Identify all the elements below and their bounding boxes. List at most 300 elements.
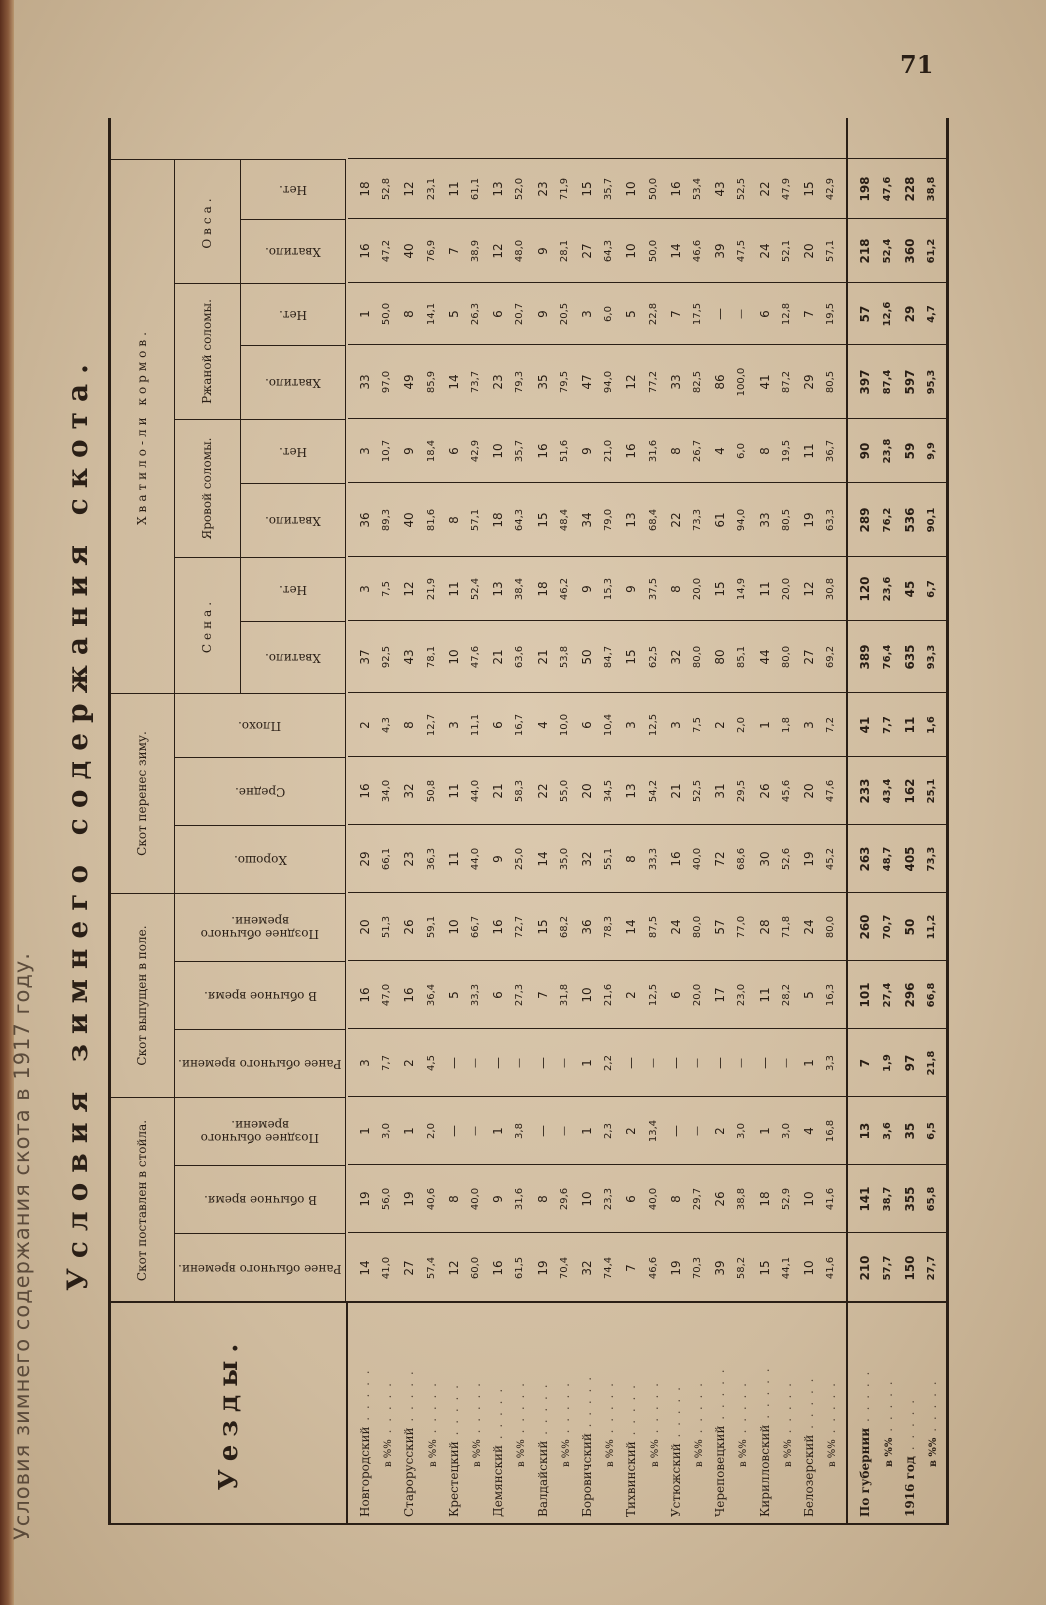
table-cell: 397 bbox=[858, 369, 873, 395]
table-cell: — bbox=[692, 1126, 703, 1136]
district-name: Новгородский bbox=[358, 1426, 372, 1517]
table-cell: 92,5 bbox=[381, 645, 393, 669]
table-cell: 10 bbox=[802, 1191, 816, 1207]
table-cell: 9 bbox=[580, 585, 594, 593]
table-cell: 85,1 bbox=[736, 645, 748, 669]
table-cell: — bbox=[713, 308, 728, 320]
table-cell: 71,9 bbox=[558, 177, 570, 201]
district-row-label bbox=[899, 1307, 921, 1517]
header-stall-group-label: Скот поставлен в стойла. bbox=[135, 1119, 149, 1282]
header-col-12 bbox=[241, 483, 346, 557]
table-cell: 14 bbox=[358, 1260, 372, 1276]
table-cell: 355 bbox=[902, 1186, 917, 1212]
header-oats bbox=[175, 159, 241, 283]
table-cell: 289 bbox=[858, 507, 873, 533]
table-cell: 18 bbox=[757, 1191, 772, 1207]
leader-dots: . . . . . bbox=[358, 1368, 372, 1427]
table-cell: 3,8 bbox=[514, 1123, 526, 1139]
table-cell: 35,0 bbox=[558, 847, 570, 871]
table-cell: 20,0 bbox=[692, 983, 703, 1007]
table-cell: 597 bbox=[902, 369, 917, 395]
table-cell: 80,5 bbox=[825, 370, 837, 394]
table-cell: 10 bbox=[580, 987, 594, 1003]
table-cell: 87,5 bbox=[647, 915, 659, 939]
table-cell: 6 bbox=[757, 310, 772, 318]
header-rye-straw bbox=[175, 283, 241, 419]
table-cell: 34 bbox=[580, 512, 594, 528]
header-col-9-label: Плохо. bbox=[238, 719, 282, 733]
table-cell: 23,1 bbox=[425, 177, 437, 201]
table-cell: 13 bbox=[624, 783, 639, 799]
data-column-15 bbox=[348, 282, 946, 345]
table-cell: 4 bbox=[713, 447, 728, 455]
table-cell: 19 bbox=[802, 512, 816, 528]
table-cell: 7,7 bbox=[381, 1055, 393, 1071]
table-cell: 49 bbox=[402, 374, 417, 390]
district-name: 1916 год bbox=[902, 1456, 917, 1517]
table-cell: 4,3 bbox=[381, 717, 393, 733]
district-row-pct-label bbox=[820, 1307, 842, 1517]
table-cell: 7 bbox=[535, 991, 550, 999]
table-cell: 9,9 bbox=[926, 442, 937, 460]
table-cell: 90,1 bbox=[926, 507, 937, 533]
table-cell: 97 bbox=[902, 1054, 917, 1072]
district-row-pct-label bbox=[731, 1307, 753, 1517]
table-cell: 61 bbox=[713, 512, 728, 528]
table-cell: 47,2 bbox=[381, 239, 393, 263]
table-cell: 50,0 bbox=[647, 239, 659, 263]
table-cell: 3,6 bbox=[881, 1122, 893, 1140]
table-cell: 23 bbox=[402, 851, 417, 867]
table-cell: 38,7 bbox=[881, 1186, 893, 1212]
table-cell: 16 bbox=[402, 987, 417, 1003]
header-hay-label: Сена. bbox=[200, 597, 214, 654]
table-cell: — bbox=[470, 1126, 481, 1136]
table-cell: 15 bbox=[535, 512, 550, 528]
table-cell: 70,7 bbox=[881, 914, 893, 940]
table-cell: 8 bbox=[446, 516, 461, 524]
table-cell: 64,3 bbox=[603, 239, 615, 263]
table-cell: 30,8 bbox=[825, 577, 837, 601]
table-cell: 72,7 bbox=[514, 915, 526, 939]
header-oats-label: Овса. bbox=[200, 194, 214, 249]
table-cell: 14 bbox=[624, 919, 639, 935]
table-cell: 40,0 bbox=[470, 1187, 481, 1211]
table-cell: 1 bbox=[402, 1127, 417, 1135]
table-cell: 24 bbox=[802, 919, 816, 935]
table-cell: 29 bbox=[358, 851, 372, 867]
district-name: в %% bbox=[782, 1439, 794, 1467]
table-cell: 635 bbox=[902, 644, 917, 670]
table-cell: 31,6 bbox=[514, 1187, 526, 1211]
header-spring-straw-label: Яровой соломы. bbox=[200, 437, 214, 540]
table-cell: 389 bbox=[858, 644, 873, 670]
table-cell: 71,8 bbox=[780, 915, 792, 939]
table-cell: 6,0 bbox=[736, 443, 748, 459]
table-cell: 74,4 bbox=[603, 1256, 615, 1280]
header-col-13-label: Нет. bbox=[278, 445, 308, 459]
header-col-13 bbox=[241, 419, 346, 483]
table-cell: 51,3 bbox=[381, 915, 393, 939]
table-cell: 10,0 bbox=[558, 713, 570, 737]
table-cell: 80 bbox=[713, 649, 728, 665]
table-cell: 18,4 bbox=[425, 439, 437, 463]
table-cell: 16,8 bbox=[825, 1119, 837, 1143]
table-cell: 65,8 bbox=[926, 1186, 937, 1212]
table-cell: 12,8 bbox=[780, 302, 792, 326]
table-cell: 3,3 bbox=[825, 1055, 837, 1071]
header-col-4 bbox=[175, 1029, 346, 1097]
table-cell: 21,8 bbox=[926, 1050, 937, 1076]
table-cell: 19,5 bbox=[780, 439, 792, 463]
table-cell: 4,7 bbox=[926, 305, 937, 323]
table-cell: 90 bbox=[858, 442, 873, 460]
table-cell: 43,4 bbox=[881, 778, 893, 804]
table-cell: 46,6 bbox=[692, 239, 703, 263]
header-feed-group-label: Хватило-ли кормов. bbox=[135, 328, 149, 525]
table-cell: 80,0 bbox=[780, 645, 792, 669]
table-cell: 3 bbox=[802, 721, 816, 729]
table-cell: 3 bbox=[358, 447, 372, 455]
table-cell: 87,4 bbox=[881, 369, 893, 395]
data-column-4 bbox=[348, 1028, 946, 1097]
header-col-3-label: Позднее обычного времени. bbox=[200, 1118, 320, 1146]
header-stall-group bbox=[111, 1097, 175, 1303]
table-cell: 12 bbox=[491, 243, 506, 259]
table-cell: 52,4 bbox=[470, 577, 481, 601]
district-row-pct-label bbox=[465, 1307, 487, 1517]
table-cell: 13 bbox=[491, 181, 506, 197]
leader-dots: . . . . . bbox=[880, 1379, 895, 1438]
table-cell: 8 bbox=[757, 447, 772, 455]
table-cell: 26,3 bbox=[470, 302, 481, 326]
table-cell: 27,3 bbox=[514, 983, 526, 1007]
table-cell: — bbox=[535, 1125, 550, 1137]
table-cell: — bbox=[647, 1058, 659, 1068]
district-row-label bbox=[487, 1307, 509, 1517]
table-cell: 13 bbox=[624, 512, 639, 528]
table-cell: 10 bbox=[624, 181, 639, 197]
leader-dots: . . . . . bbox=[757, 1366, 772, 1425]
table-cell: 46,2 bbox=[558, 577, 570, 601]
data-column-5 bbox=[348, 960, 946, 1029]
table-cell: 8 bbox=[668, 447, 683, 455]
data-column-9 bbox=[348, 692, 946, 757]
table-cell: — bbox=[692, 1058, 703, 1068]
table-cell: 11 bbox=[757, 987, 772, 1003]
table-cell: 55,0 bbox=[558, 779, 570, 803]
table-cell: 11 bbox=[446, 581, 461, 597]
table-cell: 40 bbox=[402, 512, 417, 528]
table-cell: 80,5 bbox=[780, 508, 792, 532]
table-cell: 8 bbox=[668, 1195, 683, 1203]
table-cell: 6 bbox=[624, 1195, 639, 1203]
leader-dots: . . . . . bbox=[779, 1381, 794, 1440]
table-cell: 86 bbox=[713, 374, 728, 390]
table-cell: 11,2 bbox=[926, 914, 937, 940]
header-col-7 bbox=[175, 825, 346, 893]
table-cell: 12 bbox=[624, 374, 639, 390]
table-cell: 2,0 bbox=[425, 1123, 437, 1139]
table-cell: 1,8 bbox=[780, 717, 792, 733]
table-cell: 150 bbox=[902, 1255, 917, 1281]
table-cell: 16 bbox=[668, 181, 683, 197]
table-cell: 8 bbox=[535, 1195, 550, 1203]
table-cell: 5 bbox=[802, 991, 816, 999]
table-cell: 36,3 bbox=[425, 847, 437, 871]
table-cell: 78,1 bbox=[425, 645, 437, 669]
table-cell: 64,3 bbox=[514, 508, 526, 532]
table-cell: 4 bbox=[802, 1127, 816, 1135]
table-cell: 26 bbox=[402, 919, 417, 935]
table-cell: 42,9 bbox=[470, 439, 481, 463]
table-cell: 228 bbox=[902, 176, 917, 202]
table-cell: 36,7 bbox=[825, 439, 837, 463]
table-cell: 18 bbox=[358, 181, 372, 197]
table-cell: 33,3 bbox=[470, 983, 481, 1007]
table-cell: 62,5 bbox=[647, 645, 659, 669]
table-cell: 3,0 bbox=[736, 1123, 748, 1139]
table-cell: 40,0 bbox=[692, 847, 703, 871]
table-cell: 44,0 bbox=[470, 847, 481, 871]
table-cell: 22 bbox=[668, 512, 683, 528]
table-cell: 50,0 bbox=[381, 302, 393, 326]
table-cell: 77,0 bbox=[736, 915, 748, 939]
table-cell: 263 bbox=[858, 846, 873, 872]
table-cell: — bbox=[535, 1057, 550, 1069]
leader-dots: . . . . . bbox=[557, 1381, 572, 1440]
table-cell: 7 bbox=[802, 310, 816, 318]
table-cell: 13 bbox=[858, 1122, 873, 1140]
table-cell: 12,6 bbox=[881, 301, 893, 327]
table-cell: 8 bbox=[446, 1195, 461, 1203]
table-cell: 43 bbox=[402, 649, 417, 665]
table-cell: 22 bbox=[757, 181, 772, 197]
data-column-7 bbox=[348, 824, 946, 893]
table-cell: — bbox=[780, 1058, 792, 1068]
table-cell: 19 bbox=[402, 1191, 417, 1207]
table-cell: 73,3 bbox=[692, 508, 703, 532]
district-row-label bbox=[576, 1307, 598, 1517]
table-cell: 19 bbox=[535, 1260, 550, 1276]
table-cell: 9 bbox=[624, 585, 639, 593]
district-name: Демянский bbox=[491, 1445, 506, 1517]
district-row-label bbox=[620, 1307, 642, 1517]
data-column-11 bbox=[348, 556, 946, 621]
district-name: в %% bbox=[827, 1439, 839, 1467]
table-cell: 30 bbox=[757, 851, 772, 867]
header-col-4-label: Ранее обычного времени. bbox=[178, 1057, 342, 1071]
page-number: 71 bbox=[900, 50, 934, 79]
table-cell: 78,3 bbox=[603, 915, 615, 939]
table-cell: 23,3 bbox=[603, 1187, 615, 1211]
table-cell: 16 bbox=[624, 443, 639, 459]
table-cell: 32 bbox=[668, 649, 683, 665]
table-cell: 16 bbox=[668, 851, 683, 867]
table-cell: 33 bbox=[757, 512, 772, 528]
table-cell: 34,0 bbox=[381, 779, 393, 803]
header-feed-group bbox=[111, 159, 175, 693]
table-cell: 6 bbox=[491, 991, 506, 999]
table-cell: 11 bbox=[902, 716, 917, 734]
table-cell: 10 bbox=[491, 443, 506, 459]
header-col-2 bbox=[175, 1165, 346, 1233]
table-body bbox=[348, 118, 946, 1523]
table-cell: 260 bbox=[858, 914, 873, 940]
table-cell: 94,0 bbox=[736, 508, 748, 532]
table-cell: 59,1 bbox=[425, 915, 437, 939]
table-cell: 79,0 bbox=[603, 508, 615, 532]
table-cell: 15 bbox=[802, 181, 816, 197]
table-cell: 76,4 bbox=[881, 644, 893, 670]
table-cell: 29,7 bbox=[692, 1187, 703, 1211]
header-col-11 bbox=[241, 557, 346, 621]
table-cell: 1 bbox=[757, 1127, 772, 1135]
table-cell: 19 bbox=[802, 851, 816, 867]
table-cell: 28,2 bbox=[780, 983, 792, 1007]
table-cell: 35,7 bbox=[514, 439, 526, 463]
table-cell: 296 bbox=[902, 982, 917, 1008]
table-cell: 40,0 bbox=[647, 1187, 659, 1211]
header-spring-straw bbox=[175, 419, 241, 557]
header-col-3 bbox=[175, 1097, 346, 1165]
leader-dots: . . . . . bbox=[802, 1376, 816, 1435]
table-cell: 536 bbox=[902, 507, 917, 533]
table-cell: 7 bbox=[858, 1058, 873, 1068]
table-cell: 13,4 bbox=[647, 1119, 659, 1143]
table-cell: 11 bbox=[802, 443, 816, 459]
table-cell: — bbox=[736, 1058, 748, 1068]
table-cell: 48,7 bbox=[881, 846, 893, 872]
district-name: в %% bbox=[649, 1439, 661, 1467]
table-cell: 60,0 bbox=[470, 1256, 481, 1280]
district-name: Крестецкий bbox=[446, 1441, 461, 1517]
table-cell: — bbox=[668, 1125, 683, 1137]
district-row-pct-label bbox=[421, 1307, 443, 1517]
table-cell: 16 bbox=[491, 919, 506, 935]
table-title: Условия зимнего содержания скота. bbox=[61, 354, 94, 1291]
table-cell: 12 bbox=[802, 581, 816, 597]
table-cell: 18 bbox=[491, 512, 506, 528]
table-cell: 45,2 bbox=[825, 847, 837, 871]
table-cell: 9 bbox=[491, 855, 506, 863]
district-row-label bbox=[709, 1307, 731, 1517]
table-cell: 35 bbox=[535, 374, 550, 390]
table-cell: 15 bbox=[624, 649, 639, 665]
table-cell: 32 bbox=[580, 851, 594, 867]
table-cell: 50 bbox=[580, 649, 594, 665]
table-cell: 8 bbox=[402, 721, 417, 729]
table-cell: 52,0 bbox=[514, 177, 526, 201]
district-row-pct-label bbox=[921, 1307, 943, 1517]
table-cell: 45 bbox=[902, 580, 917, 598]
table-cell: 162 bbox=[902, 778, 917, 804]
table-cell: 28 bbox=[757, 919, 772, 935]
table-cell: 41,0 bbox=[381, 1256, 393, 1280]
table-cell: 233 bbox=[858, 778, 873, 804]
table-cell: — bbox=[491, 1057, 506, 1069]
table-cell: 15 bbox=[580, 181, 594, 197]
district-name: Валдайский bbox=[535, 1440, 550, 1517]
leader-dots: . . . . . bbox=[691, 1381, 705, 1440]
district-name: Белозерский bbox=[802, 1434, 816, 1517]
district-row-pct-label bbox=[376, 1307, 398, 1517]
table-cell: 57,1 bbox=[825, 239, 837, 263]
table-cell: 61,1 bbox=[470, 177, 481, 201]
table-cell: 11 bbox=[446, 851, 461, 867]
table-cell: 48,4 bbox=[558, 508, 570, 532]
header-col-5 bbox=[175, 961, 346, 1029]
leader-dots: . . . . . bbox=[713, 1367, 728, 1426]
table-cell: 10 bbox=[446, 649, 461, 665]
table-cell: 77,2 bbox=[647, 370, 659, 394]
table-cell: 20,5 bbox=[558, 302, 570, 326]
table-cell: 61,5 bbox=[514, 1256, 526, 1280]
table-cell: 6 bbox=[580, 721, 594, 729]
table-cell: 22,8 bbox=[647, 302, 659, 326]
table-cell: 198 bbox=[858, 176, 873, 202]
data-column-12 bbox=[348, 482, 946, 557]
table-cell: 4 bbox=[535, 721, 550, 729]
table-cell: 38,8 bbox=[736, 1187, 748, 1211]
table-cell: 21 bbox=[535, 649, 550, 665]
table-cell: 8 bbox=[624, 855, 639, 863]
table-cell: 17,5 bbox=[692, 302, 703, 326]
table-cell: 16,3 bbox=[825, 983, 837, 1007]
table-cell: 57 bbox=[858, 305, 873, 323]
table-cell: 69,2 bbox=[825, 645, 837, 669]
leader-dots: . . . . . bbox=[424, 1381, 439, 1440]
table-cell: 16 bbox=[491, 1260, 506, 1276]
table-cell: 36,4 bbox=[425, 983, 437, 1007]
table-cell: 29 bbox=[802, 374, 816, 390]
table-cell: 15 bbox=[757, 1260, 772, 1276]
table-cell: 23 bbox=[491, 374, 506, 390]
header-winter-group bbox=[111, 693, 175, 893]
table-cell: 37 bbox=[358, 649, 372, 665]
table-cell: 10,4 bbox=[603, 713, 615, 737]
table-cell: 24 bbox=[757, 243, 772, 259]
table-cell: 36 bbox=[358, 512, 372, 528]
header-col-8 bbox=[175, 757, 346, 825]
table-cell: 10 bbox=[624, 243, 639, 259]
table-cell: 9 bbox=[580, 447, 594, 455]
table-cell: 6 bbox=[668, 991, 683, 999]
table-cell: 57 bbox=[713, 919, 728, 935]
table-cell: 93,3 bbox=[926, 644, 937, 670]
table-cell: 81,6 bbox=[425, 508, 437, 532]
table-cell: 46,6 bbox=[647, 1256, 659, 1280]
header-col-5-label: В обычное время. bbox=[203, 989, 317, 1003]
table-cell: 47,6 bbox=[825, 779, 837, 803]
table-cell: 5 bbox=[624, 310, 639, 318]
table-cell: 218 bbox=[858, 238, 873, 264]
table-cell: 360 bbox=[902, 238, 917, 264]
table-cell: 2 bbox=[624, 991, 639, 999]
table-cell: 21 bbox=[491, 783, 506, 799]
table-cell: 26,7 bbox=[692, 439, 703, 463]
table-cell: 68,2 bbox=[558, 915, 570, 939]
table-cell: 4,5 bbox=[425, 1055, 437, 1071]
table-cell: 7,5 bbox=[381, 581, 393, 597]
district-name: Кирилловский bbox=[757, 1424, 772, 1517]
table-cell: 35,7 bbox=[603, 177, 615, 201]
table-cell: 1 bbox=[802, 1059, 816, 1067]
leader-dots: . . . . . bbox=[491, 1386, 506, 1446]
table-cell: 1 bbox=[757, 721, 772, 729]
table-cell: 28,1 bbox=[558, 239, 570, 263]
table-cell: — bbox=[558, 1058, 570, 1068]
